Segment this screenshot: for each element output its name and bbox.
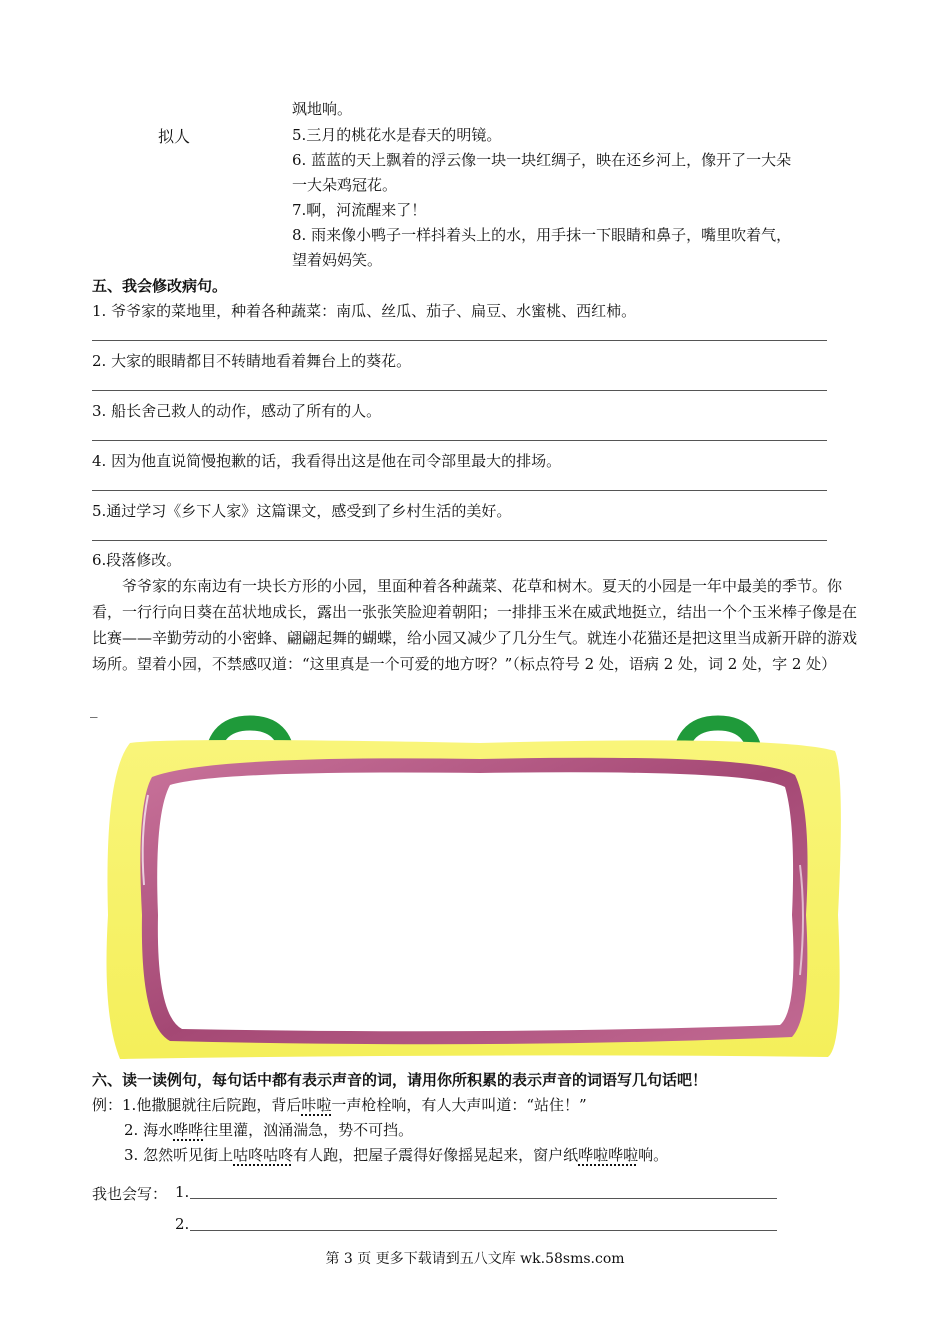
paragraph-text: 爷爷家的东南边有一块长方形的小园，里面种着各种蔬菜、花草和树木。夏天的小园是一年中最美的季节。你看，一行行向日葵在茁状地成长，露出一张张笑脸迎着朝阳；一排排玉米在威武地挺立，结出一个个玉米棒子像是在比赛——辛勤劳动的小密蜂、翩翩起舞的蝴蝶，给小园又减少了几分生气。就连小花猫还是把这里当成新开辟的游戏场所。望着小园，不禁感叹道：“这里真是一个可爱的地方呀？”（标点符号 2 处，语病 2 处，词 2 处，字 2 处） — [92, 577, 858, 673]
example-1-text-b: 一声枪栓响，有人大声叫道：“站住！” — [331, 1096, 587, 1114]
sound-word: 咕咚咕咚 — [233, 1146, 294, 1164]
answer-line-1[interactable] — [92, 340, 827, 341]
write-number-1: 1. — [175, 1183, 190, 1201]
write-number-2: 2. — [175, 1215, 190, 1233]
sound-word: 咔啦 — [301, 1096, 332, 1114]
sick-sentence-3: 3. 船长舍己救人的动作，感动了所有的人。 — [92, 402, 382, 420]
sentence-8-line1: 8. 雨来像小鸭子一样抖着头上的水，用手抹一下眼睛和鼻子，嘴里吹着气， — [292, 226, 792, 244]
example-2 — [124, 1119, 413, 1140]
metaphor-line-continued: 飒地响。 — [292, 100, 353, 118]
example-3 — [124, 1144, 668, 1165]
answer-line-3[interactable] — [92, 440, 827, 441]
answer-line-5[interactable] — [92, 540, 827, 541]
example-3-text-c: 响。 — [638, 1146, 669, 1164]
answer-line-4[interactable] — [92, 490, 827, 491]
sick-sentence-4: 4. 因为他直说简慢抱歉的话，我看得出这是他在司令部里最大的排场。 — [92, 452, 562, 470]
category-label-personification: 拟人 — [158, 127, 191, 146]
example-prefix: 例： — [92, 1096, 123, 1114]
example-1-text-a: 1.他撒腿就往后院跑，背后 — [122, 1096, 302, 1114]
frame-white-area — [157, 772, 793, 1031]
sentence-8-line2: 望着妈妈笑。 — [292, 251, 383, 269]
blank-mark: _ — [90, 700, 98, 718]
sick-sentence-5: 5.通过学习《乡下人家》这篇课文，感受到了乡村生活的美好。 — [92, 502, 512, 520]
example-3-text-a: 3. 忽然听见街上 — [124, 1146, 234, 1164]
sound-word: 哗啦哗啦 — [578, 1146, 639, 1164]
example-3-text-b: 有人跑，把屋子震得好像摇晃起来，窗户纸 — [293, 1146, 579, 1164]
write-label: 我也会写： — [92, 1185, 168, 1203]
sick-sentence-1: 1. 爷爷家的菜地里，种着各种蔬菜：南瓜、丝瓜、茄子、扁豆、水蜜桃、西红柿。 — [92, 302, 637, 320]
sentence-5: 5.三月的桃花水是春天的明镜。 — [292, 126, 502, 144]
sick-sentence-2: 2. 大家的眼睛都目不转睛地看着舞台上的葵花。 — [92, 352, 412, 370]
section-5-heading: 五、我会修改病句。 — [92, 277, 228, 295]
example-2-text-a: 2. 海水 — [124, 1121, 174, 1139]
sound-word: 哗哗 — [173, 1121, 204, 1139]
example-1 — [92, 1094, 587, 1115]
section-6-heading: 六、读一读例句，每句话中都有表示声音的词，请用你所积累的表示声音的词语写几句话吧！ — [92, 1071, 708, 1089]
write-line-2[interactable] — [190, 1230, 777, 1231]
answer-line-2[interactable] — [92, 390, 827, 391]
write-line-1[interactable] — [190, 1198, 777, 1199]
page-footer: 第 3 页 更多下载请到五八文库 wk.58sms.com — [325, 1251, 625, 1267]
paragraph-edit-title: 6.段落修改。 — [92, 551, 182, 569]
paragraph-to-edit — [92, 573, 860, 677]
sentence-7: 7.啊，河流醒来了！ — [292, 201, 427, 219]
example-2-text-b: 往里灌，汹涌湍急，势不可挡。 — [203, 1121, 414, 1139]
sentence-6-line1: 6. 蓝蓝的天上飘着的浮云像一块一块红绸子，映在还乡河上，像开了一大朵 — [292, 151, 792, 169]
writing-frame[interactable] — [100, 715, 850, 1060]
sentence-6-line2: 一大朵鸡冠花。 — [292, 176, 398, 194]
